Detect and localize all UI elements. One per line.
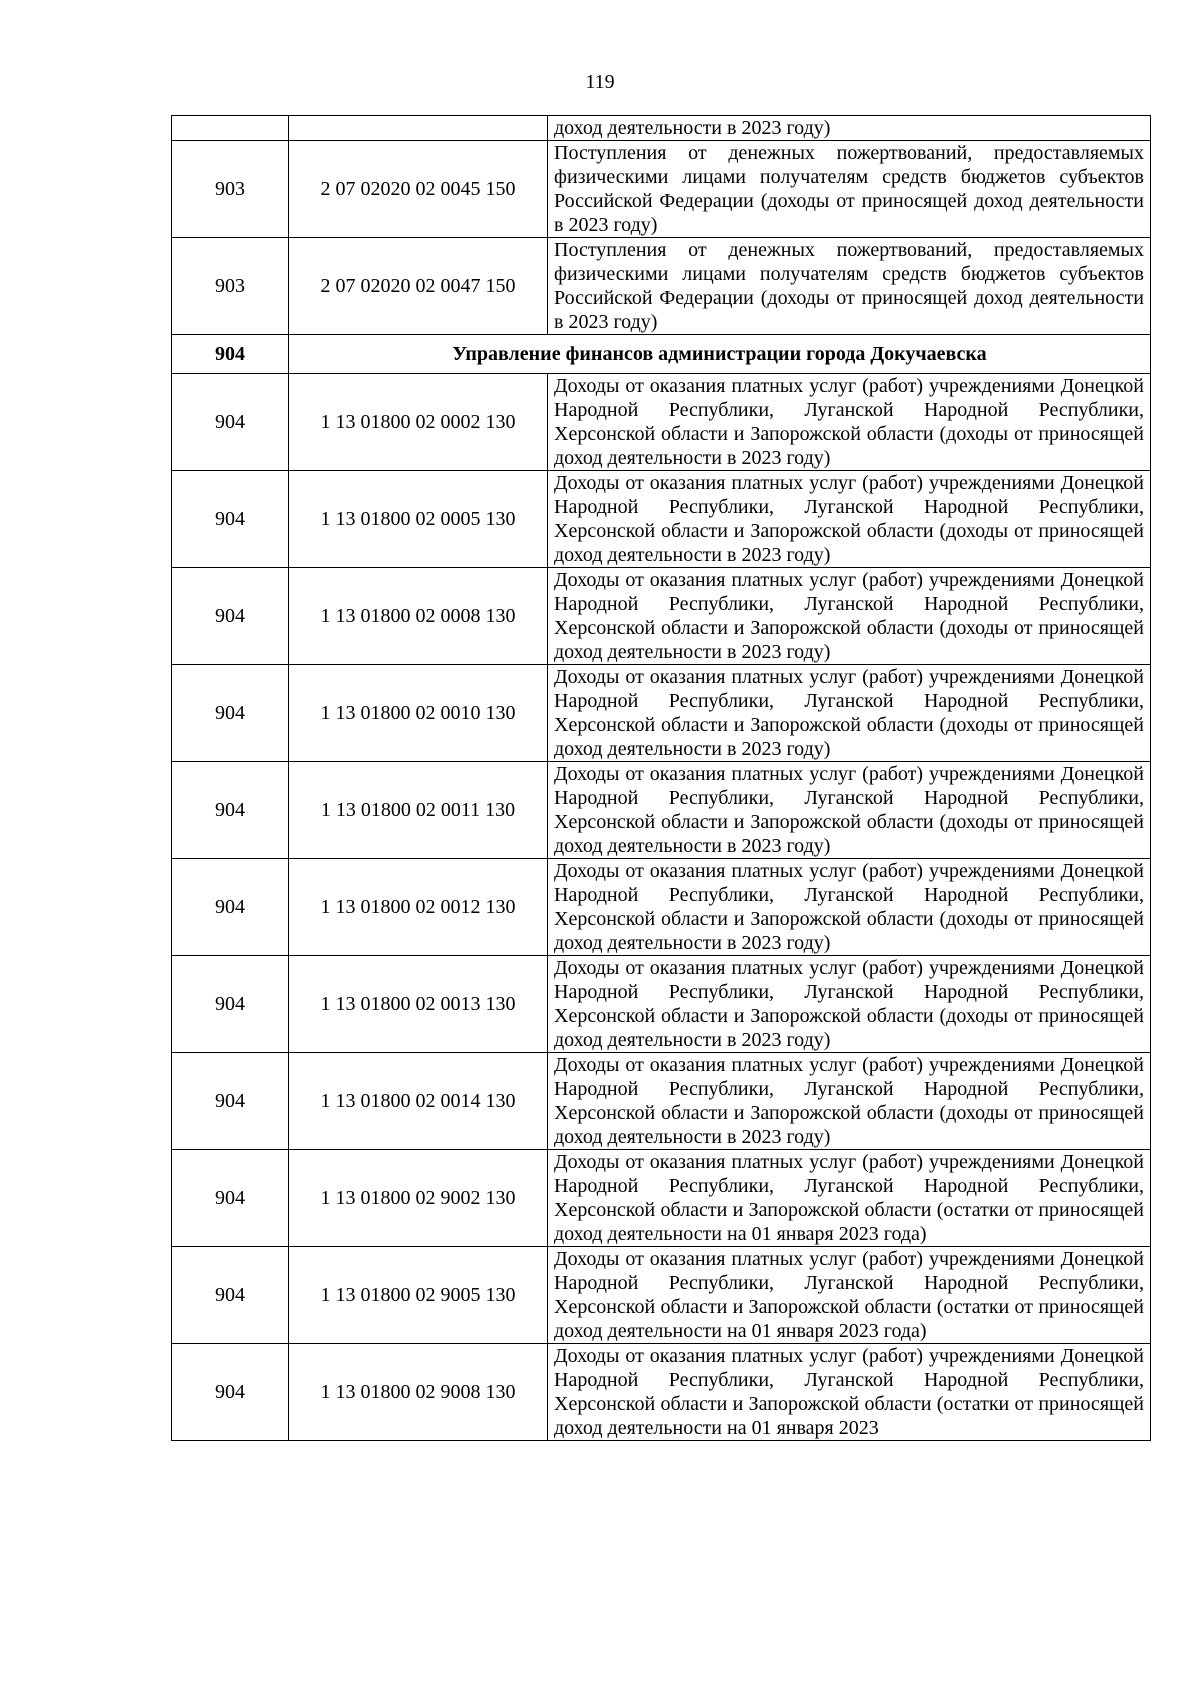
description-cell: Доходы от оказания платных услуг (работ) учреждениями Донецкой Народной Республики, Луганской Народной Республики, Херсонской области и Запорожской области (доходы от приносящей доход деятельности в 2023 году) [548,956,1151,1053]
description-cell: Доходы от оказания платных услуг (работ) учреждениями Донецкой Народной Республики, Луганской Народной Республики, Херсонской области и Запорожской области (доходы от приносящей доход деятельности в 2023 году) [548,471,1151,568]
kbk-code-cell: 1 13 01800 02 0002 130 [289,374,548,471]
description-cell: Доходы от оказания платных услуг (работ) учреждениями Донецкой Народной Республики, Луганской Народной Республики, Херсонской области и Запорожской области (остатки от приносящей доход деятельности на 01 января 2023 [548,1344,1151,1441]
description-cell: Доходы от оказания платных услуг (работ) учреждениями Донецкой Народной Республики, Луганской Народной Республики, Херсонской области и Запорожской области (доходы от приносящей доход деятельности в 2023 году) [548,762,1151,859]
kbk-code-cell: 1 13 01800 02 0010 130 [289,665,548,762]
table-row [172,1150,1151,1247]
table-row [172,956,1151,1053]
table-row [172,238,1151,335]
table-row [172,665,1151,762]
budget-codes-table [171,115,1151,1441]
kbk-code-cell: 1 13 01800 02 0008 130 [289,568,548,665]
description-cell: Поступления от денежных пожертвований, предоставляемых физическими лицами получателям средств бюджетов субъектов Российской Федерации (доходы от приносящей доход деятельности в 2023 году) [548,238,1151,335]
admin-code-cell: 904 [172,1344,289,1441]
table-row [172,471,1151,568]
kbk-code-cell: 1 13 01800 02 9002 130 [289,1150,548,1247]
page-number: 119 [585,71,615,93]
table-row [172,568,1151,665]
admin-code-cell: 904 [172,665,289,762]
admin-code-cell: 904 [172,1053,289,1150]
kbk-code-cell: 1 13 01800 02 9008 130 [289,1344,548,1441]
kbk-code-cell: 1 13 01800 02 0013 130 [289,956,548,1053]
kbk-code-cell [289,116,548,141]
description-cell: Доходы от оказания платных услуг (работ) учреждениями Донецкой Народной Республики, Луганской Народной Республики, Херсонской области и Запорожской области (доходы от приносящей доход деятельности в 2023 году) [548,665,1151,762]
description-cell: Доходы от оказания платных услуг (работ) учреждениями Донецкой Народной Республики, Луганской Народной Республики, Херсонской области и Запорожской области (доходы от приносящей доход деятельности в 2023 году) [548,859,1151,956]
admin-code-cell: 903 [172,238,289,335]
table-row [172,859,1151,956]
description-cell: доход деятельности в 2023 году) [548,116,1151,141]
table-row [172,116,1151,141]
admin-code-cell: 904 [172,471,289,568]
kbk-code-cell: 1 13 01800 02 0012 130 [289,859,548,956]
description-cell: Доходы от оказания платных услуг (работ) учреждениями Донецкой Народной Республики, Луганской Народной Республики, Херсонской области и Запорожской области (доходы от приносящей доход деятельности в 2023 году) [548,1053,1151,1150]
description-cell: Поступления от денежных пожертвований, предоставляемых физическими лицами получателям средств бюджетов субъектов Российской Федерации (доходы от приносящей доход деятельности в 2023 году) [548,141,1151,238]
table-row [172,1344,1151,1441]
admin-code-cell: 904 [172,374,289,471]
description-cell: Доходы от оказания платных услуг (работ) учреждениями Донецкой Народной Республики, Луганской Народной Республики, Херсонской области и Запорожской области (остатки от приносящей доход деятельности на 01 января 2023 года) [548,1150,1151,1247]
table-row [172,141,1151,238]
kbk-code-cell: 1 13 01800 02 0005 130 [289,471,548,568]
kbk-code-cell: 1 13 01800 02 0014 130 [289,1053,548,1150]
admin-code-cell: 904 [172,1247,289,1344]
admin-code-cell: 904 [172,859,289,956]
admin-code-cell: 904 [172,568,289,665]
table-row [172,762,1151,859]
section-admin-code: 904 [172,335,289,374]
admin-code-cell: 904 [172,762,289,859]
admin-code-cell: 904 [172,1150,289,1247]
kbk-code-cell: 1 13 01800 02 0011 130 [289,762,548,859]
description-cell: Доходы от оказания платных услуг (работ) учреждениями Донецкой Народной Республики, Луганской Народной Республики, Херсонской области и Запорожской области (остатки от приносящей доход деятельности на 01 января 2023 года) [548,1247,1151,1344]
description-cell: Доходы от оказания платных услуг (работ) учреждениями Донецкой Народной Республики, Луганской Народной Республики, Херсонской области и Запорожской области (доходы от приносящей доход деятельности в 2023 году) [548,568,1151,665]
section-title: Управление финансов администрации города Докучаевска [289,335,1151,374]
section-header-row [172,335,1151,374]
table-row [172,1247,1151,1344]
kbk-code-cell: 1 13 01800 02 9005 130 [289,1247,548,1344]
admin-code-cell: 904 [172,956,289,1053]
table-row [172,374,1151,471]
admin-code-cell: 903 [172,141,289,238]
kbk-code-cell: 2 07 02020 02 0047 150 [289,238,548,335]
admin-code-cell [172,116,289,141]
table-row [172,1053,1151,1150]
description-cell: Доходы от оказания платных услуг (работ) учреждениями Донецкой Народной Республики, Луганской Народной Республики, Херсонской области и Запорожской области (доходы от приносящей доход деятельности в 2023 году) [548,374,1151,471]
kbk-code-cell: 2 07 02020 02 0045 150 [289,141,548,238]
